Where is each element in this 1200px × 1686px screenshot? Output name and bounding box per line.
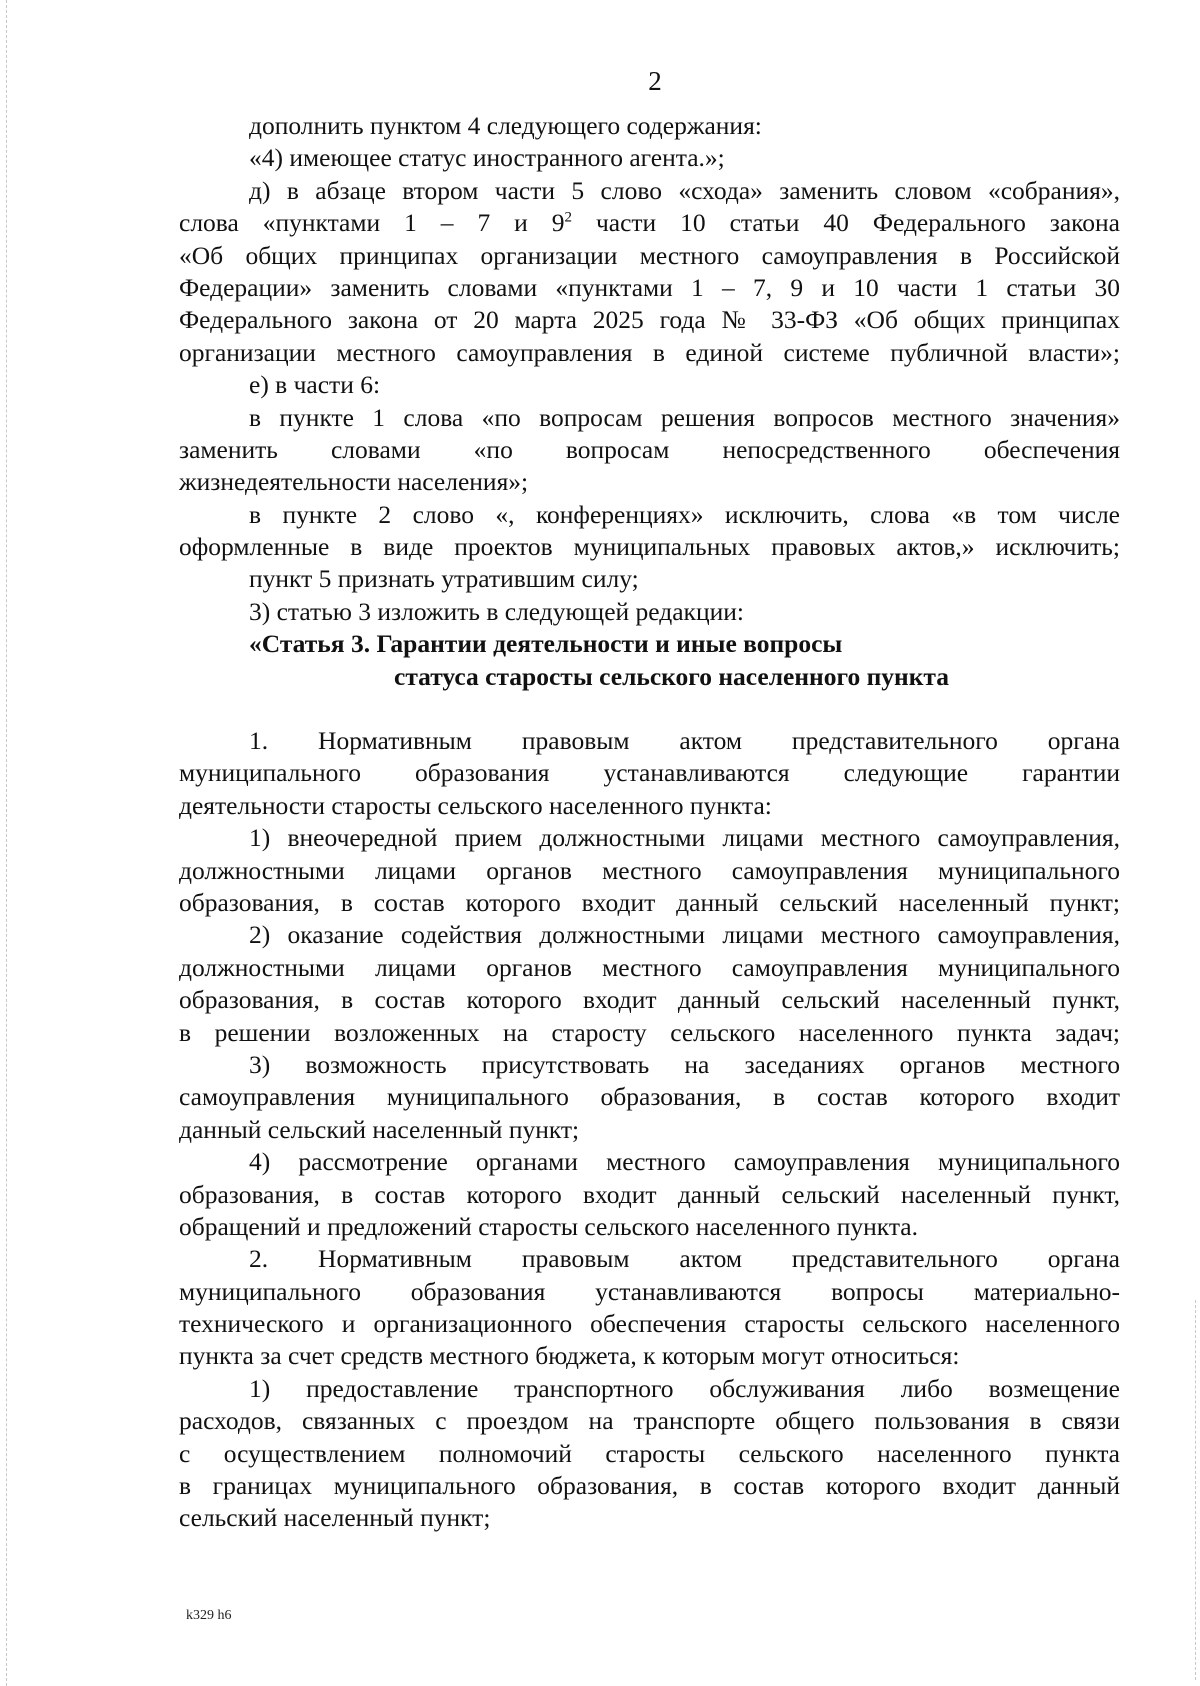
text-line bbox=[179, 790, 1120, 822]
text-line bbox=[179, 337, 1120, 369]
text-segment: 3) статью 3 изложить в следующей редакции: bbox=[249, 596, 744, 626]
text-line bbox=[179, 855, 1120, 887]
text-line bbox=[179, 1017, 1120, 1049]
text-segment: в границах муниципального образования, в состав которого входит данный bbox=[179, 1471, 1120, 1501]
text-segment: оформленные в виде проектов муниципальных правовых актов,» исключить; bbox=[179, 532, 1120, 562]
text-line bbox=[179, 531, 1120, 563]
text-segment: обращений и предложений старосты сельского населенного пункта. bbox=[179, 1211, 918, 1241]
text-line bbox=[179, 725, 1120, 757]
text-line bbox=[179, 1340, 1120, 1372]
superscript: 2 bbox=[564, 209, 573, 226]
text-line bbox=[179, 1405, 1120, 1437]
text-line bbox=[179, 466, 1120, 498]
text-line bbox=[179, 1146, 1120, 1178]
text-segment: образования, в состав которого входит данный сельский населенный пункт, bbox=[179, 985, 1120, 1015]
text-line bbox=[179, 1081, 1120, 1113]
text-segment: слова «пунктами 1 – 7 и 9 bbox=[179, 208, 565, 238]
text-segment: в пункте 1 слова «по вопросам решения вопросов местного значения» bbox=[249, 402, 1120, 432]
text-segment: 2. Нормативным правовым актом представительного органа bbox=[249, 1244, 1120, 1274]
text-segment: деятельности старосты сельского населенного пункта: bbox=[179, 790, 772, 820]
text-segment: 1) внеочередной прием должностными лицами местного самоуправления, bbox=[249, 823, 1120, 853]
text-segment: данный сельский населенный пункт; bbox=[179, 1114, 580, 1144]
text-segment: 4) рассмотрение органами местного самоуправления муниципального bbox=[249, 1147, 1120, 1177]
text-segment: организации местного самоуправления в единой системе публичной власти»; bbox=[179, 337, 1120, 367]
text-segment: в пункте 2 слово «, конференциях» исключить, слова «в том числе bbox=[249, 499, 1120, 529]
text-segment: 1. Нормативным правовым актом представительного органа bbox=[249, 726, 1120, 756]
page-number: 2 bbox=[648, 66, 662, 96]
text-segment: заменить словами «по вопросам непосредственного обеспечения bbox=[179, 434, 1120, 464]
text-line bbox=[179, 984, 1120, 1016]
text-segment: должностными лицами органов местного самоуправления муниципального bbox=[179, 855, 1120, 885]
text-segment: пункта за счет средств местного бюджета, к которым могут относиться: bbox=[179, 1341, 960, 1371]
text-segment: самоуправления муниципального образования, в состав которого входит bbox=[179, 1082, 1120, 1112]
text-line bbox=[179, 1502, 1120, 1534]
text-segment: муниципального образования устанавливаются вопросы материально- bbox=[179, 1276, 1120, 1306]
text-segment: Федерального закона от 20 марта 2025 года № 33-ФЗ «Об общих принципах bbox=[179, 305, 1120, 335]
text-segment: «Об общих принципах организации местного самоуправления в Российской bbox=[179, 240, 1120, 270]
text-segment: статуса старосты сельского населенного пункта bbox=[394, 661, 949, 691]
text-line bbox=[179, 304, 1120, 336]
text-line bbox=[179, 1373, 1120, 1405]
document-body bbox=[179, 110, 1120, 1535]
text-segment: пункт 5 признать утратившим силу; bbox=[249, 564, 639, 594]
paragraph-gap bbox=[179, 693, 1120, 725]
text-line bbox=[179, 757, 1120, 789]
text-line bbox=[179, 369, 1120, 401]
text-segment: е) в части 6: bbox=[249, 370, 381, 400]
text-line bbox=[179, 207, 1120, 239]
article-heading-line bbox=[179, 661, 1120, 693]
text-segment: жизнедеятельности населения»; bbox=[179, 467, 529, 497]
text-line bbox=[179, 919, 1120, 951]
text-line bbox=[179, 952, 1120, 984]
text-line bbox=[179, 1114, 1120, 1146]
text-segment: с осуществлением полномочий старосты сельского населенного пункта bbox=[179, 1438, 1120, 1468]
text-line bbox=[179, 402, 1120, 434]
footer-code: k329 h6 bbox=[186, 1608, 232, 1623]
text-line bbox=[179, 110, 1120, 142]
text-segment: 2) оказание содействия должностными лицами местного самоуправления, bbox=[249, 920, 1120, 950]
scan-edge-left bbox=[6, 0, 7, 1686]
text-segment: образования, в состав которого входит данный сельский населенный пункт, bbox=[179, 1179, 1120, 1209]
text-line bbox=[179, 596, 1120, 628]
text-segment: 1) предоставление транспортного обслуживания либо возмещение bbox=[249, 1373, 1120, 1403]
text-line bbox=[179, 434, 1120, 466]
text-line bbox=[179, 499, 1120, 531]
text-segment: сельский населенный пункт; bbox=[179, 1503, 491, 1533]
text-line bbox=[179, 1243, 1120, 1275]
text-segment: муниципального образования устанавливаются следующие гарантии bbox=[179, 758, 1120, 788]
text-segment: технического и организационного обеспечения старосты сельского населенного bbox=[179, 1309, 1120, 1339]
text-line bbox=[179, 1179, 1120, 1211]
text-segment: дополнить пунктом 4 следующего содержания: bbox=[249, 111, 762, 140]
text-segment: «4) имеющее статус иностранного агента.»; bbox=[249, 143, 725, 173]
text-line bbox=[179, 1470, 1120, 1502]
text-line bbox=[179, 142, 1120, 174]
text-segment: должностными лицами органов местного самоуправления муниципального bbox=[179, 952, 1120, 982]
text-line bbox=[179, 1211, 1120, 1243]
text-line bbox=[179, 272, 1120, 304]
text-line bbox=[179, 1276, 1120, 1308]
text-segment: расходов, связанных с проездом на транспорте общего пользования в связи bbox=[179, 1406, 1120, 1436]
text-segment: 3) возможность присутствовать на заседаниях органов местного bbox=[249, 1049, 1120, 1079]
text-line bbox=[179, 240, 1120, 272]
text-line bbox=[179, 563, 1120, 595]
text-line bbox=[179, 822, 1120, 854]
text-line bbox=[179, 1049, 1120, 1081]
text-segment: в решении возложенных на старосту сельского населенного пункта задач; bbox=[179, 1017, 1120, 1047]
article-heading-line bbox=[179, 628, 1120, 660]
text-segment: д) в абзаце втором части 5 слово «схода» заменить словом «собрания», bbox=[249, 175, 1120, 205]
text-segment: Федерации» заменить словами «пунктами 1 – 7, 9 и 10 части 1 статьи 30 bbox=[179, 272, 1120, 302]
text-line bbox=[179, 1438, 1120, 1470]
scan-edge-right bbox=[1195, 1300, 1196, 1680]
text-segment: части 10 статьи 40 Федерального закона bbox=[572, 208, 1120, 238]
text-line bbox=[179, 887, 1120, 919]
text-segment: образования, в состав которого входит данный сельский населенный пункт; bbox=[179, 887, 1120, 917]
text-segment: «Статья 3. Гарантии деятельности и иные вопросы bbox=[249, 629, 843, 659]
text-line bbox=[179, 175, 1120, 207]
text-line bbox=[179, 1308, 1120, 1340]
